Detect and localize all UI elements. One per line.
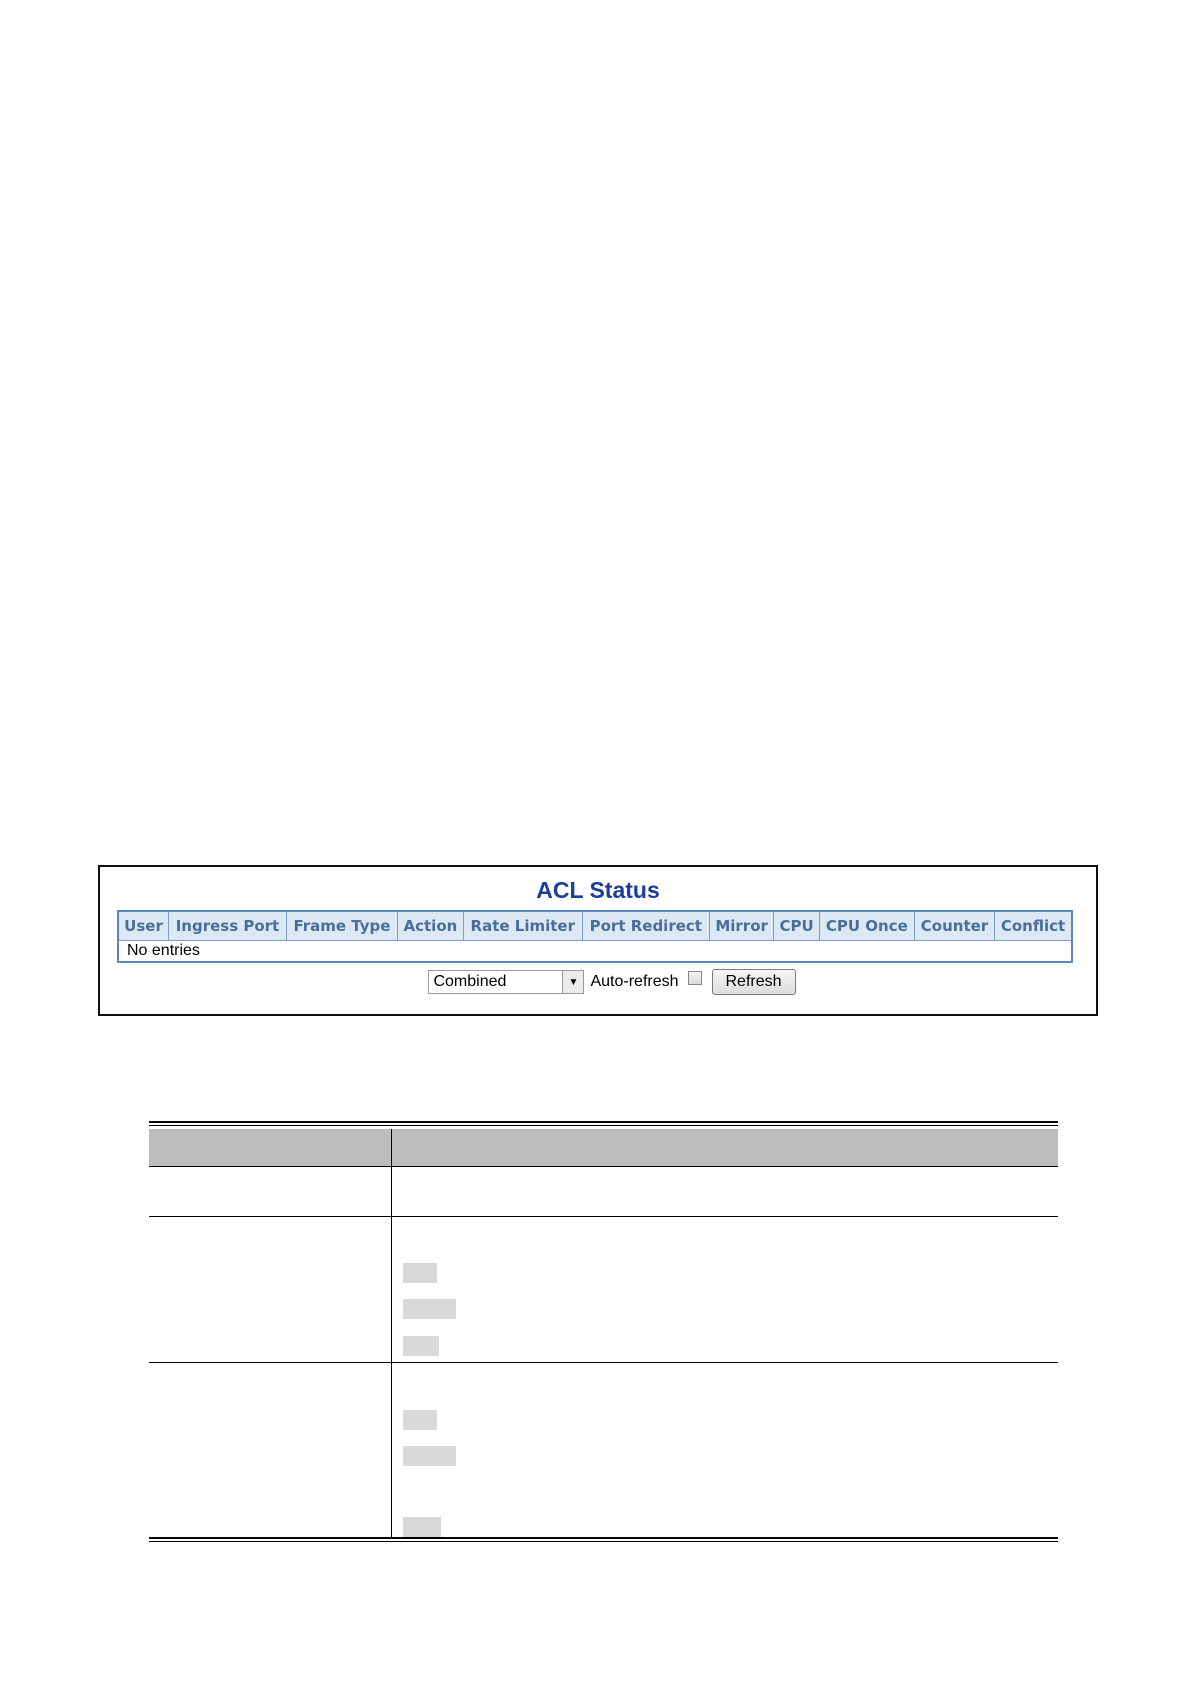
table-header [149,1129,1058,1166]
column-header-counter: Counter [914,911,994,941]
row-divider [149,1166,1058,1167]
column-header-port-redirect: Port Redirect [582,911,709,941]
redacted-value-chip [403,1446,456,1466]
chevron-down-icon[interactable]: ▼ [562,971,583,993]
empty-message: No entries [127,942,200,959]
column-header-rate-limiter: Rate Limiter [463,911,582,941]
column-header-user: User [118,911,169,941]
auto-refresh-label: Auto-refresh [590,973,679,990]
table-bottom-rule-thin [149,1541,1058,1542]
redacted-value-chip [403,1263,437,1283]
redacted-value-chip [403,1517,441,1537]
redacted-value-chip [403,1299,456,1319]
column-header-frame-type: Frame Type [286,911,397,941]
row-divider [149,1216,1058,1217]
column-header-mirror: Mirror [709,911,774,941]
column-divider [391,1129,392,1537]
parameter-description-table [149,1121,1058,1546]
acl-status-table [117,910,1073,963]
table-top-rule-thin [149,1125,1058,1126]
table-row [118,941,1072,963]
column-header-ingress-port: Ingress Port [169,911,287,941]
panel-title: ACL Status [536,877,660,903]
redacted-value-chip [403,1336,439,1356]
table-top-rule [149,1121,1058,1123]
table-header-row [118,911,1072,941]
column-header-conflict: Conflict [995,911,1072,941]
column-header-cpu: CPU [774,911,819,941]
user-select-value: Combined [433,973,507,990]
redacted-value-chip [403,1410,437,1430]
refresh-button[interactable]: Refresh [712,969,796,995]
acl-status-panel [98,865,1098,1016]
controls-bar [100,968,1096,996]
table-bottom-rule [149,1537,1058,1539]
auto-refresh-checkbox[interactable] [688,971,702,985]
user-select[interactable] [428,970,584,994]
column-header-cpu-once: CPU Once [819,911,914,941]
column-header-action: Action [398,911,464,941]
row-divider [149,1362,1058,1363]
